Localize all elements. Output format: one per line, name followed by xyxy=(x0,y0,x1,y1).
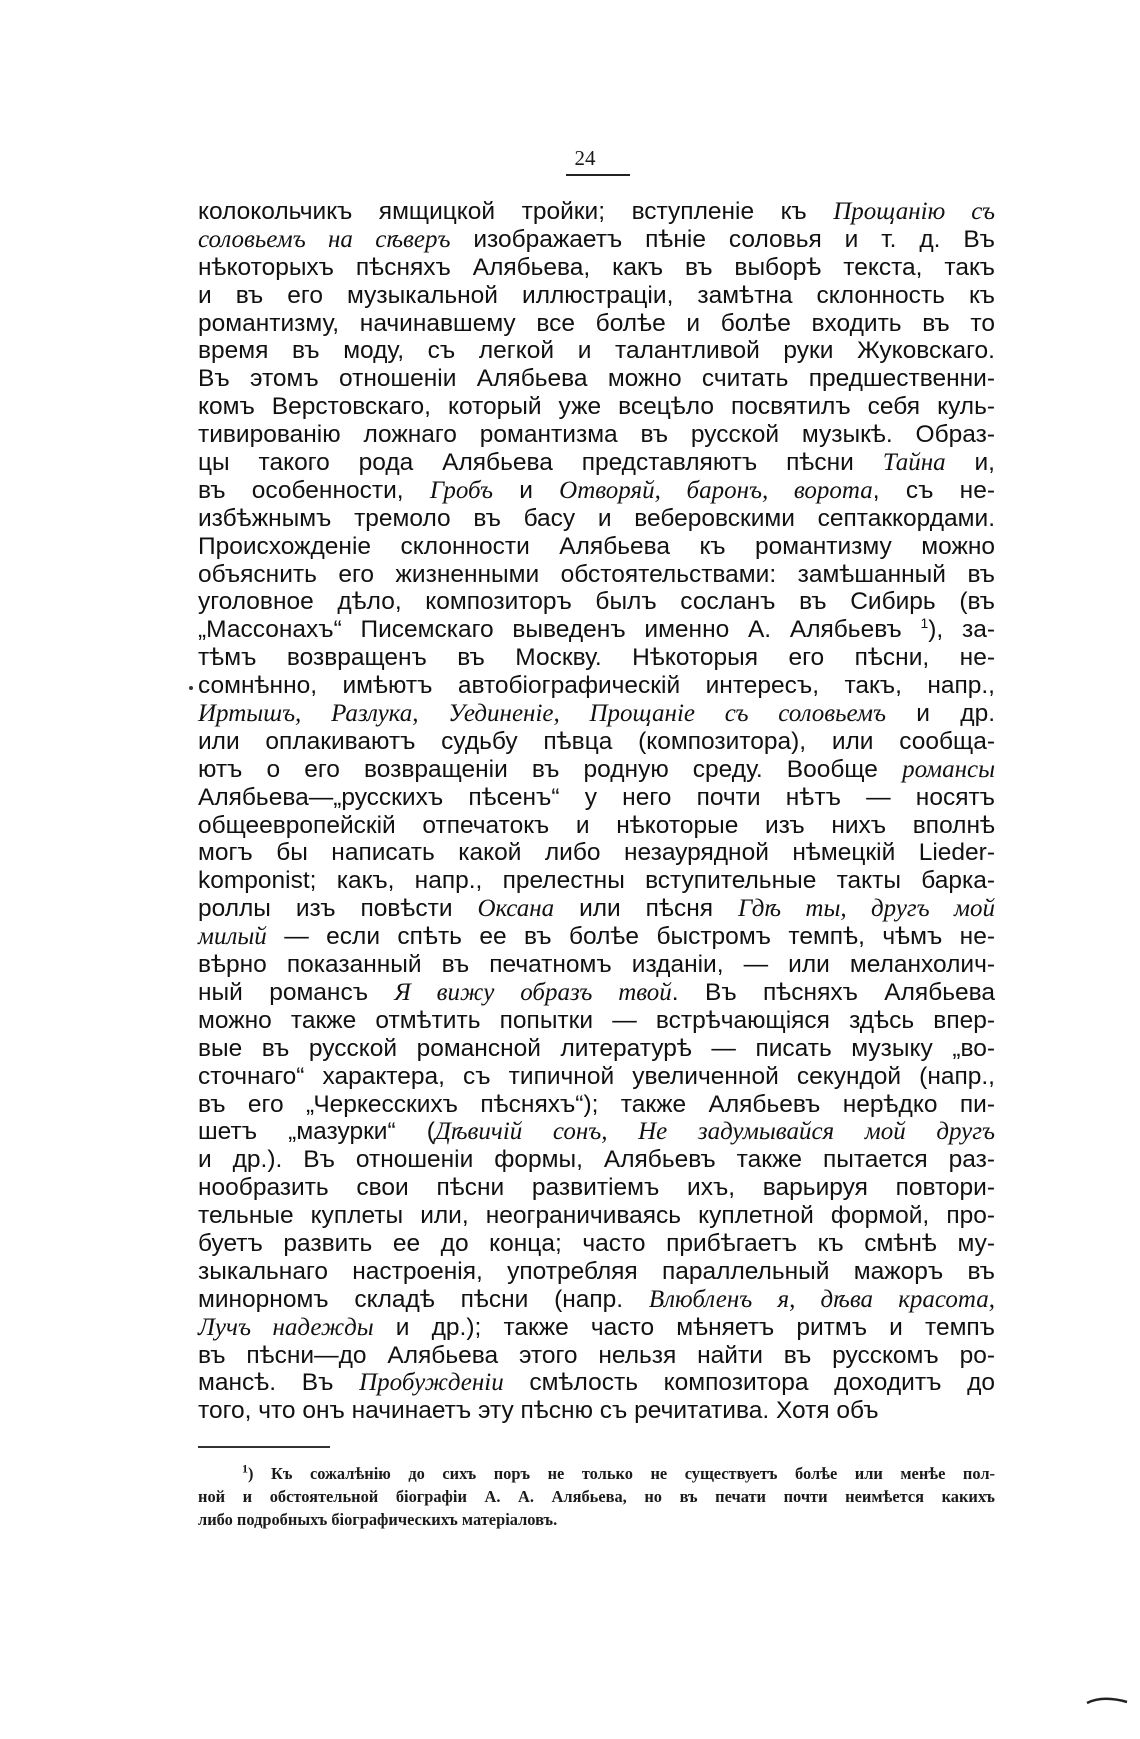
text-run: въ пѣсни—до Алябьева этого нельзя найти въ русскомъ ро- xyxy=(198,1341,995,1369)
text-line xyxy=(198,756,995,784)
italic-title: Я вижу образъ твой xyxy=(394,978,672,1006)
text-run: изображаетъ пѣніе соловья и т. д. Въ xyxy=(450,225,995,253)
text-line xyxy=(198,1230,995,1258)
text-line xyxy=(198,198,995,226)
text-run: вѣрно показанный въ печатномъ изданіи, — или меланхолич- xyxy=(198,951,995,979)
text-run: въ особенности, xyxy=(198,476,430,504)
text-line xyxy=(198,1202,995,1230)
text-run: ), за- xyxy=(928,616,995,644)
text-run: нѣкоторыхъ пѣсняхъ Алябьева, какъ въ выборѣ текста, такъ xyxy=(198,253,995,281)
footnote-divider xyxy=(198,1446,330,1448)
text-run: „Массонахъ“ Писемскаго выведенъ именно А. Алябьевъ xyxy=(198,616,921,644)
text-run: минорномъ складѣ пѣсни (напр. xyxy=(198,1285,649,1313)
text-run: сточнаго“ характера, съ типичной увеличенной секундой (напр., xyxy=(198,1062,995,1090)
text-line xyxy=(198,449,995,477)
text-line xyxy=(198,895,995,923)
italic-title: Влюбленъ я, дѣва красота, xyxy=(648,1285,995,1313)
text-line xyxy=(198,588,995,616)
text-line xyxy=(198,1369,995,1397)
footnote-line: либо подробныхъ біографическихъ матеріаловъ. xyxy=(198,1510,558,1529)
text-run: романтизму, начинавшему все болѣе и болѣе входить въ то xyxy=(198,309,995,337)
text-run: ютъ о его возвращеніи въ родную среду. Вообще xyxy=(198,755,903,783)
text-line xyxy=(198,393,995,421)
text-run: ный романсъ xyxy=(198,978,395,1006)
text-run: зыкальнаго настроенія, употребляя параллельный мажоръ въ xyxy=(198,1257,995,1285)
text-line xyxy=(198,1314,995,1342)
text-line xyxy=(198,1091,995,1119)
text-line xyxy=(198,784,995,812)
text-line xyxy=(198,700,995,728)
text-run: и xyxy=(492,476,560,504)
text-run: цы такого рода Алябьева представляютъ пѣсни xyxy=(198,449,883,477)
text-run: Алябьева—„русскихъ пѣсенъ“ у него почти нѣтъ — носятъ xyxy=(198,783,995,811)
text-run: и др.); также часто мѣняетъ ритмъ и темпъ xyxy=(373,1313,995,1341)
text-run: объяснить его жизненными обстоятельствами: замѣшанный въ xyxy=(198,560,995,588)
italic-title: Лучъ надежды xyxy=(198,1313,374,1341)
text-run: общеевропейскій отпечатокъ и нѣкоторые изъ нихъ вполнѣ xyxy=(198,811,995,839)
italic-title: Пробужденіи xyxy=(359,1369,504,1397)
text-run: и др.). Въ отношеніи формы, Алябьевъ также пытается раз- xyxy=(198,1146,995,1174)
text-line xyxy=(198,1342,995,1370)
page-number-rule xyxy=(566,174,630,176)
text-run: вые въ русской романсной литературѣ — писать музыку „во- xyxy=(198,1034,995,1062)
text-run: Въ этомъ отношеніи Алябьева можно считать предшественни- xyxy=(198,365,995,393)
text-run: избѣжнымъ тремоло въ басу и веберовскими септаккордами. xyxy=(198,504,995,532)
text-run: того, что онъ начинаетъ эту пѣсню съ речитатива. Хотя объ xyxy=(198,1397,879,1425)
text-line xyxy=(198,1146,995,1174)
text-run: и, xyxy=(945,449,995,477)
footnote-reference: 1 xyxy=(920,615,929,632)
text-run: и др. xyxy=(885,700,996,728)
footnote-line xyxy=(198,1462,995,1485)
text-run: komponist; какъ, напр., прелестны вступительные такты барка- xyxy=(198,867,995,895)
text-line xyxy=(198,616,995,644)
italic-title: Тайна xyxy=(882,449,946,477)
text-run: колокольчикъ ямщицкой тройки; вступленіе къ xyxy=(198,198,834,225)
text-run: тѣмъ возвращенъ въ Москву. Нѣкоторыя его пѣсни, не- xyxy=(198,644,995,672)
text-run: роллы изъ повѣсти xyxy=(198,895,478,923)
text-run: , съ не- xyxy=(872,476,995,504)
footnote xyxy=(198,1462,995,1531)
text-run: или пѣсня xyxy=(554,895,738,923)
text-line xyxy=(198,1174,995,1202)
italic-title: Дѣвичій сонъ, Не задумывайся мой другъ xyxy=(434,1118,995,1146)
italic-title: Иртышъ, Разлука, Уединеніе, Прощаніе съ соловьемъ xyxy=(198,700,886,728)
body-text xyxy=(198,198,995,1425)
text-line xyxy=(198,1035,995,1063)
text-line xyxy=(198,951,995,979)
text-run: время въ моду, съ легкой и талантливой руки Жуковскаго. xyxy=(198,337,995,365)
text-line xyxy=(198,505,995,533)
footnote-marker: 1 xyxy=(242,1461,248,1476)
text-line xyxy=(198,226,995,254)
text-line xyxy=(198,867,995,895)
text-line xyxy=(198,254,995,282)
text-line xyxy=(198,337,995,365)
text-line xyxy=(198,282,995,310)
text-line xyxy=(198,310,995,338)
text-line xyxy=(198,812,995,840)
text-line xyxy=(198,979,995,1007)
footnote-text: ) Къ сожалѣнію до сихъ поръ не только не существуетъ болѣе или менѣе пол- xyxy=(248,1464,995,1483)
text-line xyxy=(198,561,995,589)
italic-title: Отворяй, баронъ, ворота xyxy=(559,476,873,504)
text-line xyxy=(198,477,995,505)
text-run: нообразить свои пѣсни развитіемъ ихъ, варьируя повтори- xyxy=(198,1174,995,1202)
italic-title: Оксана xyxy=(477,895,555,923)
text-run: тивированію ложнаго романтизма въ русской музыкѣ. Образ- xyxy=(198,421,995,449)
text-run: комъ Верстовскаго, который уже всецѣло посвятилъ себя куль- xyxy=(198,393,995,421)
text-line xyxy=(198,1118,995,1146)
text-run: уголовное дѣло, композиторъ былъ сосланъ въ Сибирь (въ xyxy=(198,588,995,616)
text-run: . Въ пѣсняхъ Алябьева xyxy=(671,978,995,1006)
text-line xyxy=(198,644,995,672)
margin-mark xyxy=(189,686,193,690)
text-run: — если спѣть ее въ болѣе быстромъ темпѣ, чѣмъ не- xyxy=(266,923,995,951)
italic-title: милый xyxy=(198,923,267,951)
text-line xyxy=(198,1286,995,1314)
text-run: и въ его музыкальной иллюстраціи, замѣтна склонность къ xyxy=(198,281,995,309)
italic-title: Прощанію съ xyxy=(833,198,995,225)
text-line xyxy=(198,1007,995,1035)
text-run: сомнѣнно, имѣютъ автобіографическій интересъ, такъ, напр., xyxy=(198,672,995,700)
text-line xyxy=(198,672,995,700)
text-line xyxy=(198,1397,995,1425)
text-run: можно также отмѣтить попытки — встрѣчающіяся здѣсь впер- xyxy=(198,1006,995,1034)
italic-title: Гдѣ ты, другъ мой xyxy=(737,895,995,923)
text-run: шетъ „мазурки“ ( xyxy=(198,1118,435,1146)
text-run: буетъ развить ее до конца; часто прибѣгаетъ къ смѣнѣ му- xyxy=(198,1229,995,1257)
text-run: въ его „Черкесскихъ пѣсняхъ“); также Алябьевъ нерѣдко пи- xyxy=(198,1090,995,1118)
text-line xyxy=(198,365,995,393)
text-run: могъ бы написать какой либо незаурядной нѣмецкій Lieder- xyxy=(198,839,995,867)
text-line xyxy=(198,421,995,449)
text-run: или оплакиваютъ судьбу пѣвца (композитора), или сообща- xyxy=(198,727,995,755)
page-number: 24 xyxy=(574,146,596,170)
text-line xyxy=(198,839,995,867)
text-line xyxy=(198,1063,995,1091)
text-line xyxy=(198,923,995,951)
text-line xyxy=(198,728,995,756)
text-run: смѣлость композитора доходитъ до xyxy=(503,1369,996,1397)
footnote-line: ной и обстоятельной біографіи А. А. Алябьева, но въ печати почти неимѣется какихъ xyxy=(198,1487,995,1506)
text-run: мансѣ. Въ xyxy=(198,1369,360,1397)
italic-title: романсы xyxy=(902,755,995,783)
text-run: тельные куплеты или, неограничиваясь куплетной формой, про- xyxy=(198,1202,995,1230)
text-run: Происхожденіе склонности Алябьева къ романтизму можно xyxy=(198,532,995,560)
italic-title: соловьемъ на сѣверъ xyxy=(198,225,451,253)
scan-corner-mark xyxy=(1085,1695,1129,1705)
text-line xyxy=(198,533,995,561)
text-line xyxy=(198,1258,995,1286)
italic-title: Гробъ xyxy=(429,476,493,504)
